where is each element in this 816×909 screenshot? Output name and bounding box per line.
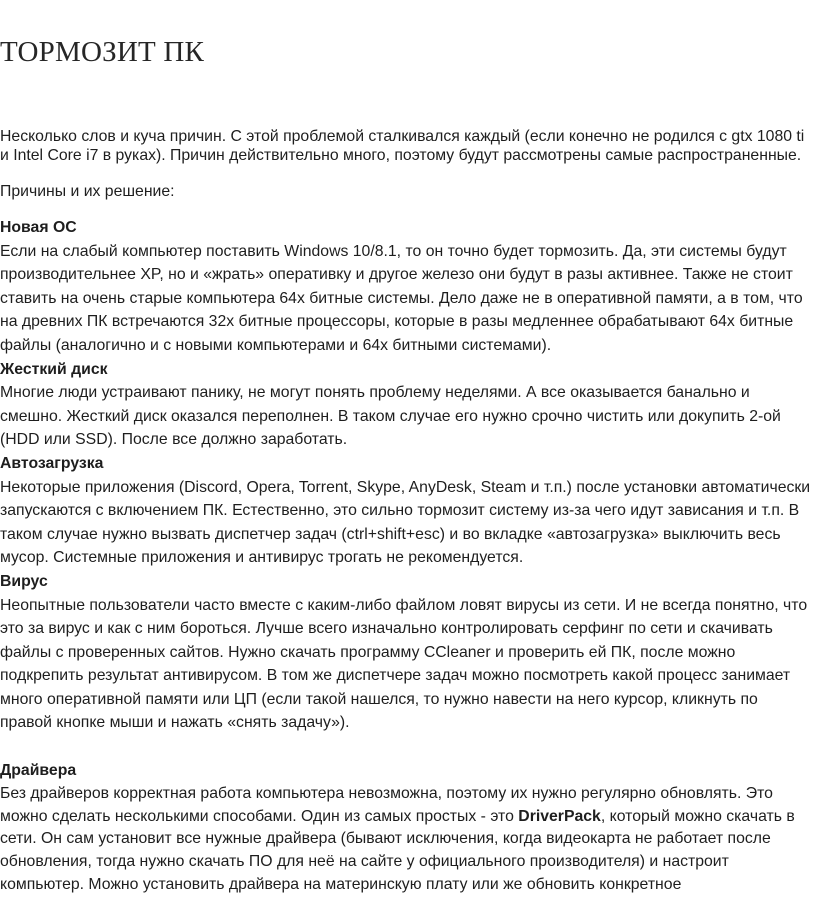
text-virus: Неопытные пользователи часто вместе с каким-либо файлом ловят вирусы из сети. И не всегда понятно, что это за вирус и как с ним бороться. Лучше всего изначально контролировать серфинг по сети и скачивать файлы с проверенных сайтов. Нужно скачать программу CCleaner и проверить ей ПК, после можно подкрепить результат антивирусом. В том же диспетчере задач можно посмотреть какой процесс занимает много оперативной памяти или ЦП (если такой нашелся, то нужно навести на него курсор, кликнуть по правой кнопке мыши и нажать «снять задачу»). <box>0 596 808 732</box>
heading-new-os: Новая ОС <box>0 219 77 236</box>
heading-virus: Вирус <box>0 572 48 590</box>
intro-paragraph: Несколько слов и куча причин. С этой проблемой сталкивался каждый (если конечно не родился с gtx 1080 ti и Intel Core i7 в руках). Причин действительно много, поэтому будут рассмотрены самые распространенные. <box>0 127 805 165</box>
causes-section <box>0 216 814 735</box>
page-title: ТОРМОЗИТ ПК <box>0 36 205 68</box>
driverpack-name: DriverPack <box>518 807 601 825</box>
heading-hard-drive: Жесткий диск <box>0 360 108 378</box>
text-drivers-start: Без драйверов корректная работа компьютера невозможна, поэтому их нужно регулярно обновлять. Это можно сделать несколькими способами. Один из самых простых - это <box>0 784 773 825</box>
text-drivers-end: , который можно скачать в сети. Он сам установит все нужные драйвера (бывают исключения, когда видеокарта не работает после обновления, тогда нужно скачать ПО для неё на сайте у официального производителя) и настроит компьютер. Можно установить драйвера на материнскую плату или же обновить конкретное <box>0 807 795 893</box>
text-new-os: Если на слабый компьютер поставить Windows 10/8.1, то он точно будет тормозить. Да, эти системы будут производительнее XP, но и «жрать» оперативку и другое железо они будут в разы активнее. Также не стоит ставить на очень старые компьютера 64х битные системы. Дело даже не в оперативной памяти, а в том, что на древних ПК встречаются 32х битные процессоры, которые в разы медленнее обрабатывают 64х битные файлы (аналогично и с новыми компьютерами и 64х битными системами). <box>0 242 803 354</box>
intro <box>0 111 812 217</box>
intro-subheading: Причины и их решение: <box>0 182 175 200</box>
drivers-section <box>0 760 816 897</box>
text-hard-drive: Многие люди устраивают панику, не могут понять проблему неделями. А все оказывается банально и смешно. Жесткий диск оказался переполнен. В таком случае его нужно срочно чистить или докупить 2-ой (HDD или SSD). После все должно заработать. <box>0 384 781 449</box>
text-autorun: Некоторые приложения (Discord, Opera, Torrent, Skype, AnyDesk, Steam и т.п.) после установки автоматически запускаются с включением ПК. Естественно, это сильно тормозит систему из-за чего идут зависания и т.п. В таком случае нужно вызвать диспетчер задач (ctrl+shift+esc) и во вкладке «автозагрузка» выключить весь мусор. Системные приложения и антивирус трогать не рекомендуется. <box>0 478 811 567</box>
heading-autorun: Автозагрузка <box>0 454 104 472</box>
heading-drivers: Драйвера <box>0 762 77 779</box>
text-drivers <box>0 783 816 897</box>
